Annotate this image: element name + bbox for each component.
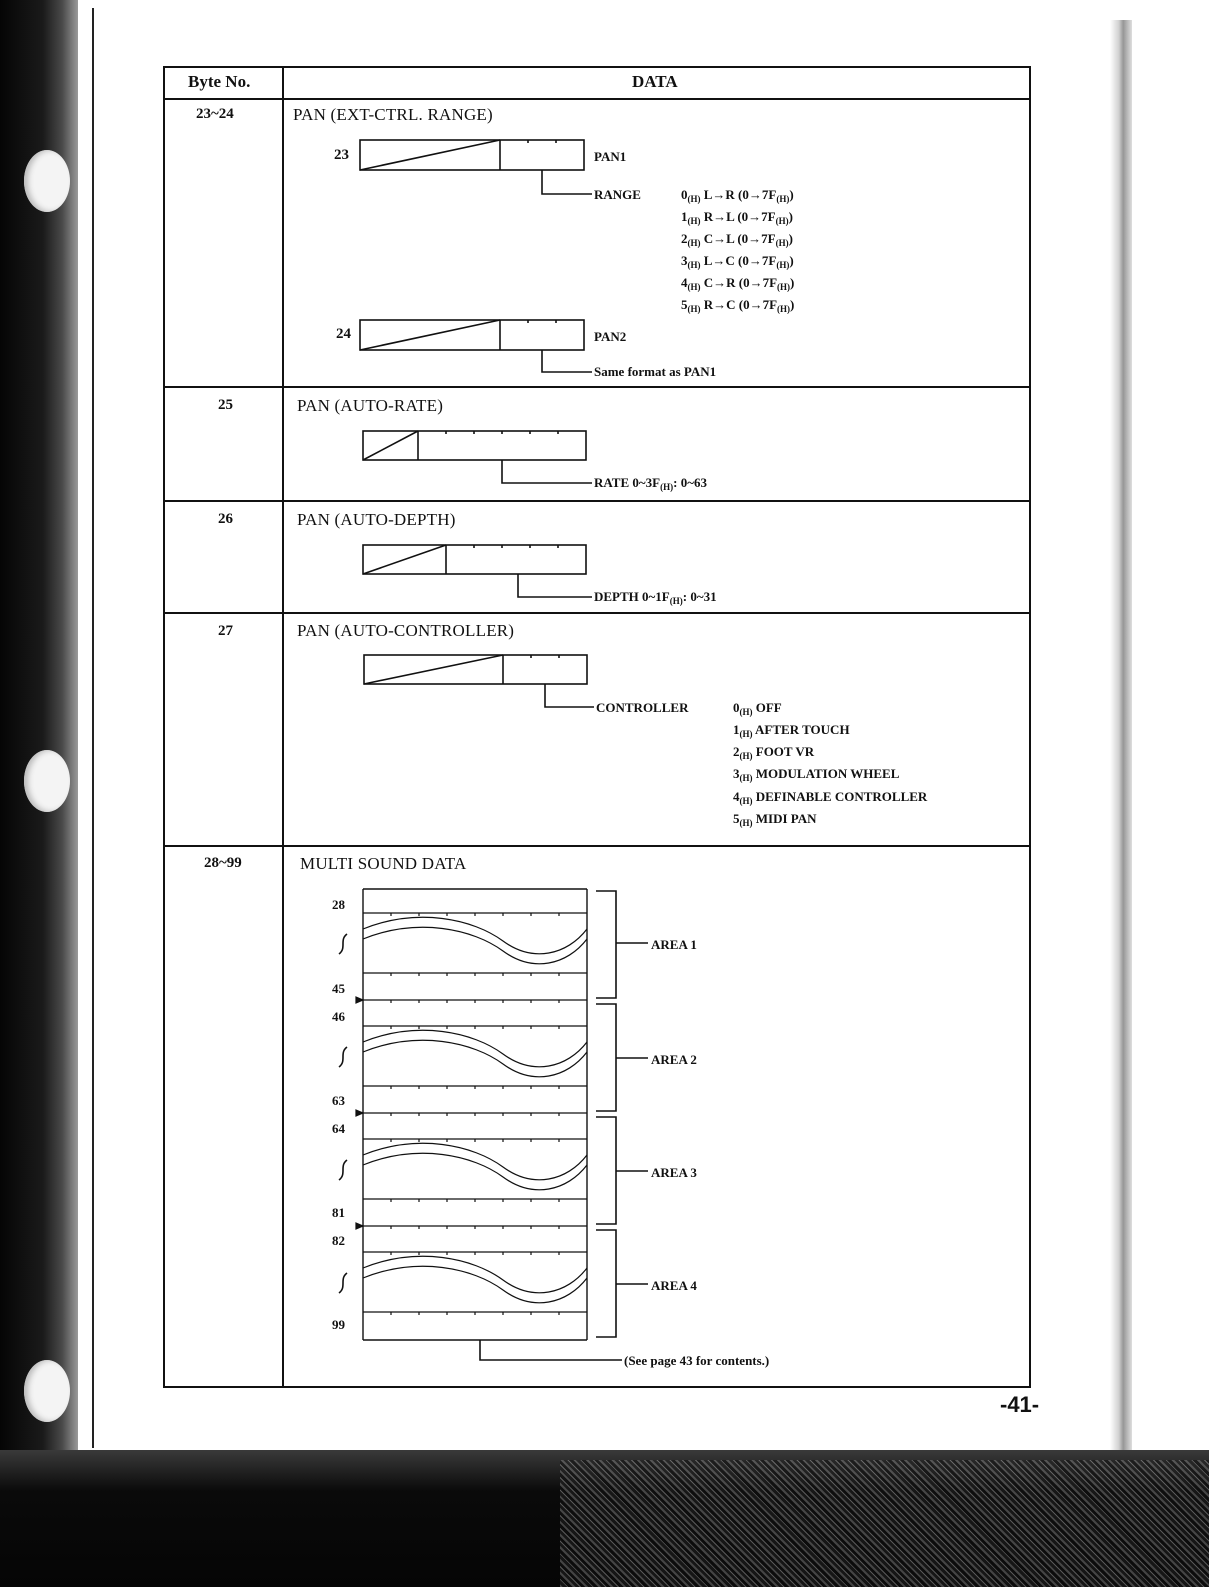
page-number: -41- bbox=[1000, 1392, 1040, 1417]
controller-option: $5_{(H)}$ MIDI PAN bbox=[733, 811, 817, 828]
byte-no-28-99: 28~99 bbox=[204, 855, 242, 871]
range-option: $5_{(H)}$ R→C $(0\to 7F_{(H)})$ bbox=[681, 297, 795, 314]
same-format-note: Same format as PAN1 bbox=[594, 364, 717, 379]
byte-27-box bbox=[364, 655, 594, 707]
range-option: $0_{(H)}$ L→R $(0\to 7F_{(H)})$ bbox=[681, 187, 794, 204]
wave-break bbox=[363, 1266, 587, 1302]
byte-26-box bbox=[363, 545, 592, 597]
range-label: RANGE bbox=[594, 187, 641, 202]
area-divider-marker bbox=[356, 1110, 363, 1116]
byte-23-box bbox=[360, 140, 592, 194]
row-title-multi-sound-data: MULTI SOUND DATA bbox=[300, 854, 467, 873]
controller-label: CONTROLLER bbox=[596, 700, 689, 715]
area-3-start-byte: 64 bbox=[332, 1121, 345, 1136]
controller-option: $3_{(H)}$ MODULATION WHEEL bbox=[733, 766, 900, 783]
byte-no-26: 26 bbox=[218, 511, 233, 527]
row-title-auto-depth: PAN (AUTO-DEPTH) bbox=[297, 510, 456, 529]
see-page-leader bbox=[480, 1340, 622, 1360]
controller-option: $1_{(H)}$ AFTER TOUCH bbox=[733, 722, 850, 739]
byte-no-23-24: 23~24 bbox=[196, 106, 234, 122]
area-brackets bbox=[596, 891, 648, 1337]
wave-break bbox=[363, 927, 587, 963]
row-title-auto-controller: PAN (AUTO-CONTROLLER) bbox=[297, 621, 515, 640]
see-page-note: (See page 43 for contents.) bbox=[624, 1353, 770, 1368]
range-option: $2_{(H)}$ C→L $(0\to 7F_{(H)})$ bbox=[681, 231, 793, 248]
wave-break bbox=[363, 1040, 587, 1076]
area-1-label: AREA 1 bbox=[651, 937, 697, 952]
byte-label-24: 24 bbox=[336, 326, 351, 342]
range-option: $4_{(H)}$ C→R $(0\to 7F_{(H)})$ bbox=[681, 275, 795, 292]
area-2-label: AREA 2 bbox=[651, 1052, 697, 1067]
range-option: $1_{(H)}$ R→L $(0\to 7F_{(H)})$ bbox=[681, 209, 793, 226]
area-2-start-byte: 46 bbox=[332, 1009, 345, 1024]
pan2-label: PAN2 bbox=[594, 329, 627, 344]
rate-field-label: RATE $0\sim 3F_{(H)}$: 0~63 bbox=[594, 475, 707, 492]
controller-option: $0_{(H)}$ OFF bbox=[733, 700, 782, 717]
skip-symbol bbox=[339, 934, 347, 954]
controller-option: $4_{(H)}$ DEFINABLE CONTROLLER bbox=[733, 789, 928, 806]
header-data: DATA bbox=[632, 72, 678, 91]
area-1-start-byte: 28 bbox=[332, 897, 345, 912]
byte-no-27: 27 bbox=[218, 623, 233, 639]
wave-break bbox=[363, 1153, 587, 1189]
byte-no-25: 25 bbox=[218, 397, 233, 413]
byte-25-box bbox=[363, 431, 592, 483]
row-title-auto-rate: PAN (AUTO-RATE) bbox=[297, 396, 444, 415]
area-4-start-byte: 82 bbox=[332, 1233, 345, 1248]
range-option: $3_{(H)}$ L→C $(0\to 7F_{(H)})$ bbox=[681, 253, 794, 270]
area-3-end-byte: 81 bbox=[332, 1205, 345, 1220]
area-2-end-byte: 63 bbox=[332, 1093, 345, 1108]
area-3-label: AREA 3 bbox=[651, 1165, 697, 1180]
skip-symbol bbox=[339, 1160, 347, 1180]
multi-sound-rows bbox=[339, 913, 587, 1315]
controller-option: $2_{(H)}$ FOOT VR bbox=[733, 744, 815, 761]
depth-field-label: DEPTH $0\sim 1F_{(H)}$: 0~31 bbox=[594, 589, 717, 606]
area-divider-marker bbox=[356, 997, 363, 1003]
skip-symbol bbox=[339, 1047, 347, 1067]
row-title-ext-ctrl-range: PAN (EXT-CTRL. RANGE) bbox=[293, 105, 493, 124]
area-4-label: AREA 4 bbox=[651, 1278, 697, 1293]
byte-24-box bbox=[360, 320, 592, 372]
pan1-label: PAN1 bbox=[594, 149, 627, 164]
skip-symbol bbox=[339, 1273, 347, 1293]
area-divider-marker bbox=[356, 1223, 363, 1229]
area-4-end-byte: 99 bbox=[332, 1317, 345, 1332]
byte-label-23: 23 bbox=[334, 147, 349, 163]
area-1-end-byte: 45 bbox=[332, 981, 345, 996]
header-byte-no: Byte No. bbox=[188, 72, 251, 91]
